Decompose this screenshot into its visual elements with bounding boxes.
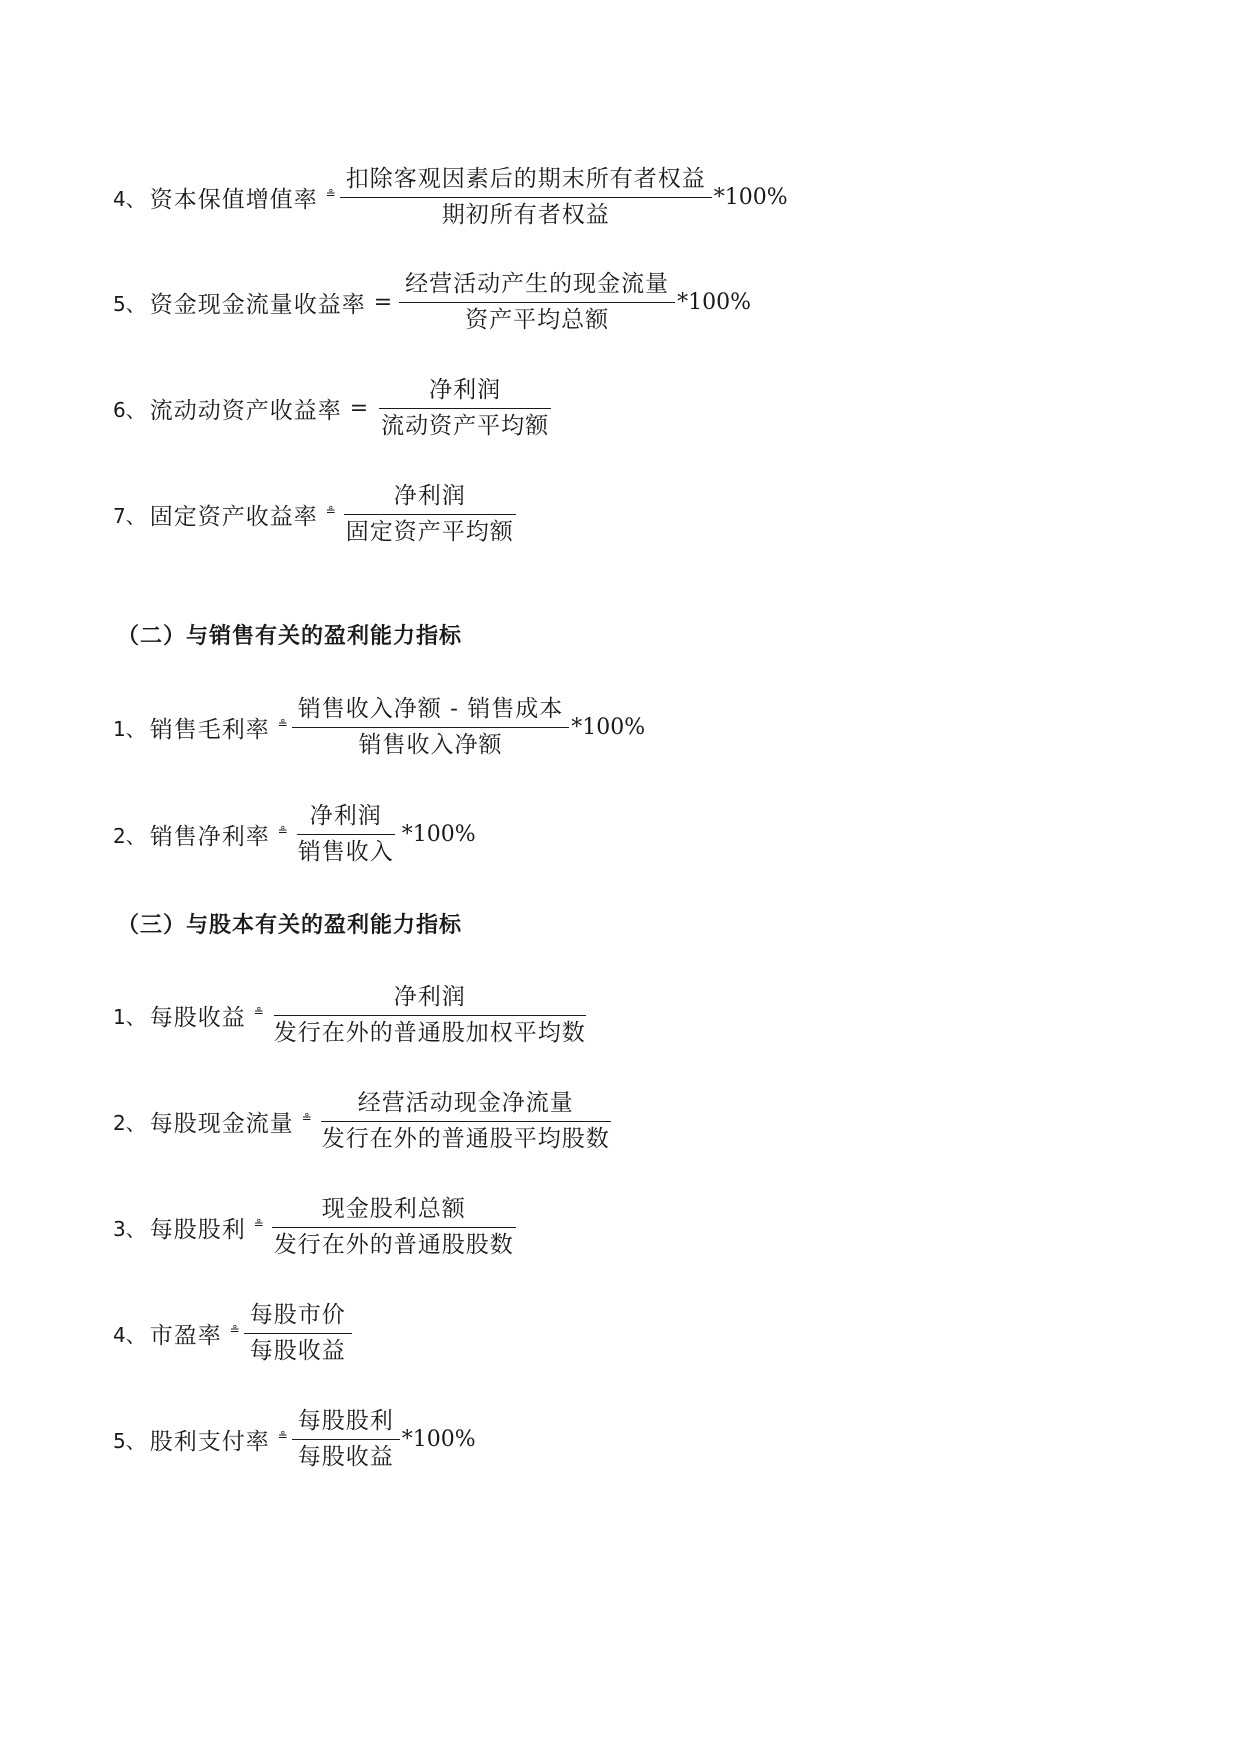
formula-name: 每股现金流量	[149, 1110, 294, 1137]
formula-gross-margin	[113, 689, 645, 765]
equals-sign: ≗	[325, 187, 336, 201]
equals-sign: ≗	[253, 1005, 264, 1019]
multiplier: *100%	[571, 714, 646, 740]
formula-number: 6、	[113, 397, 146, 422]
formula-name: 资本保值增值率	[149, 186, 318, 213]
equals-sign: ≗	[229, 1323, 240, 1337]
fraction	[375, 375, 555, 442]
fraction	[268, 1194, 520, 1261]
fraction	[268, 982, 592, 1049]
equals-sign: ≗	[277, 824, 288, 838]
denominator: 期初所有者权益	[441, 201, 610, 228]
fraction	[244, 1300, 352, 1367]
formula-earnings-per-share	[113, 977, 592, 1053]
formula-capital-preservation-rate	[113, 159, 788, 235]
fraction	[292, 801, 400, 868]
formula-name: 固定资产收益率	[149, 503, 318, 530]
formula-net-profit-margin	[113, 796, 476, 872]
numerator: 净利润	[379, 375, 551, 409]
numerator: 每股股利	[292, 1406, 400, 1440]
numerator: 净利润	[297, 801, 395, 835]
formula-name: 每股股利	[149, 1216, 246, 1243]
formula-cash-flow-per-share	[113, 1083, 616, 1159]
formula-number: 7、	[113, 503, 146, 528]
formula-current-asset-return-rate	[113, 370, 555, 446]
numerator: 净利润	[274, 982, 586, 1016]
fraction	[399, 269, 675, 336]
formula-number: 1、	[113, 716, 146, 741]
equals-sign: =	[373, 289, 393, 315]
formula-name: 资金现金流量收益率	[149, 291, 366, 318]
formula-dividend-payout-ratio	[113, 1401, 476, 1477]
formula-name: 销售净利率	[149, 823, 270, 850]
equals-sign: ≗	[301, 1111, 312, 1125]
formula-name: 股利支付率	[149, 1428, 270, 1455]
formula-cash-flow-return-rate	[113, 264, 751, 340]
equals-sign: ≗	[325, 504, 336, 518]
equals-sign: =	[349, 395, 369, 421]
formula-number: 2、	[113, 823, 146, 848]
denominator: 资产平均总额	[465, 306, 610, 333]
numerator: 销售收入净额 - 销售成本	[292, 694, 569, 728]
fraction	[292, 1406, 400, 1473]
fraction	[316, 1088, 616, 1155]
numerator: 现金股利总额	[272, 1194, 516, 1228]
denominator: 每股收益	[297, 1443, 394, 1470]
denominator: 每股收益	[249, 1337, 346, 1364]
equals-sign: ≗	[253, 1217, 264, 1231]
numerator: 每股市价	[244, 1300, 352, 1334]
formula-number: 4、	[113, 186, 146, 211]
section-heading-sales-profitability: （二）与销售有关的盈利能力指标	[117, 624, 463, 649]
multiplier: *100%	[401, 821, 476, 847]
formula-number: 1、	[113, 1004, 146, 1029]
equals-sign: ≗	[277, 717, 288, 731]
denominator: 固定资产平均额	[345, 518, 514, 545]
formula-pe-ratio	[113, 1295, 352, 1371]
multiplier: *100%	[713, 184, 788, 210]
formula-dividend-per-share	[113, 1189, 520, 1265]
fraction	[340, 481, 520, 548]
denominator: 销售收入净额	[358, 731, 503, 758]
multiplier: *100%	[401, 1426, 476, 1452]
numerator: 扣除客观因素后的期末所有者权益	[340, 164, 712, 198]
formula-name: 市盈率	[149, 1322, 222, 1349]
numerator: 经营活动现金净流量	[321, 1088, 611, 1122]
fraction	[340, 164, 712, 231]
denominator: 发行在外的普通股加权平均数	[273, 1019, 586, 1046]
numerator: 经营活动产生的现金流量	[399, 269, 675, 303]
numerator: 净利润	[344, 481, 516, 515]
formula-number: 2、	[113, 1110, 146, 1135]
formula-name: 流动动资产收益率	[149, 397, 342, 424]
denominator: 销售收入	[297, 838, 394, 865]
multiplier: *100%	[677, 289, 752, 315]
formula-name: 销售毛利率	[149, 716, 270, 743]
equals-sign: ≗	[277, 1429, 288, 1443]
formula-fixed-asset-return-rate	[113, 476, 520, 552]
formula-name: 每股收益	[149, 1004, 246, 1031]
formula-number: 4、	[113, 1322, 146, 1347]
fraction	[292, 694, 569, 761]
section-heading-equity-profitability: （三）与股本有关的盈利能力指标	[117, 913, 463, 938]
denominator: 发行在外的普通股平均股数	[321, 1125, 610, 1152]
formula-number: 5、	[113, 291, 146, 316]
formula-number: 3、	[113, 1216, 146, 1241]
formula-number: 5、	[113, 1428, 146, 1453]
denominator: 发行在外的普通股股数	[273, 1231, 514, 1258]
denominator: 流动资产平均额	[381, 412, 550, 439]
